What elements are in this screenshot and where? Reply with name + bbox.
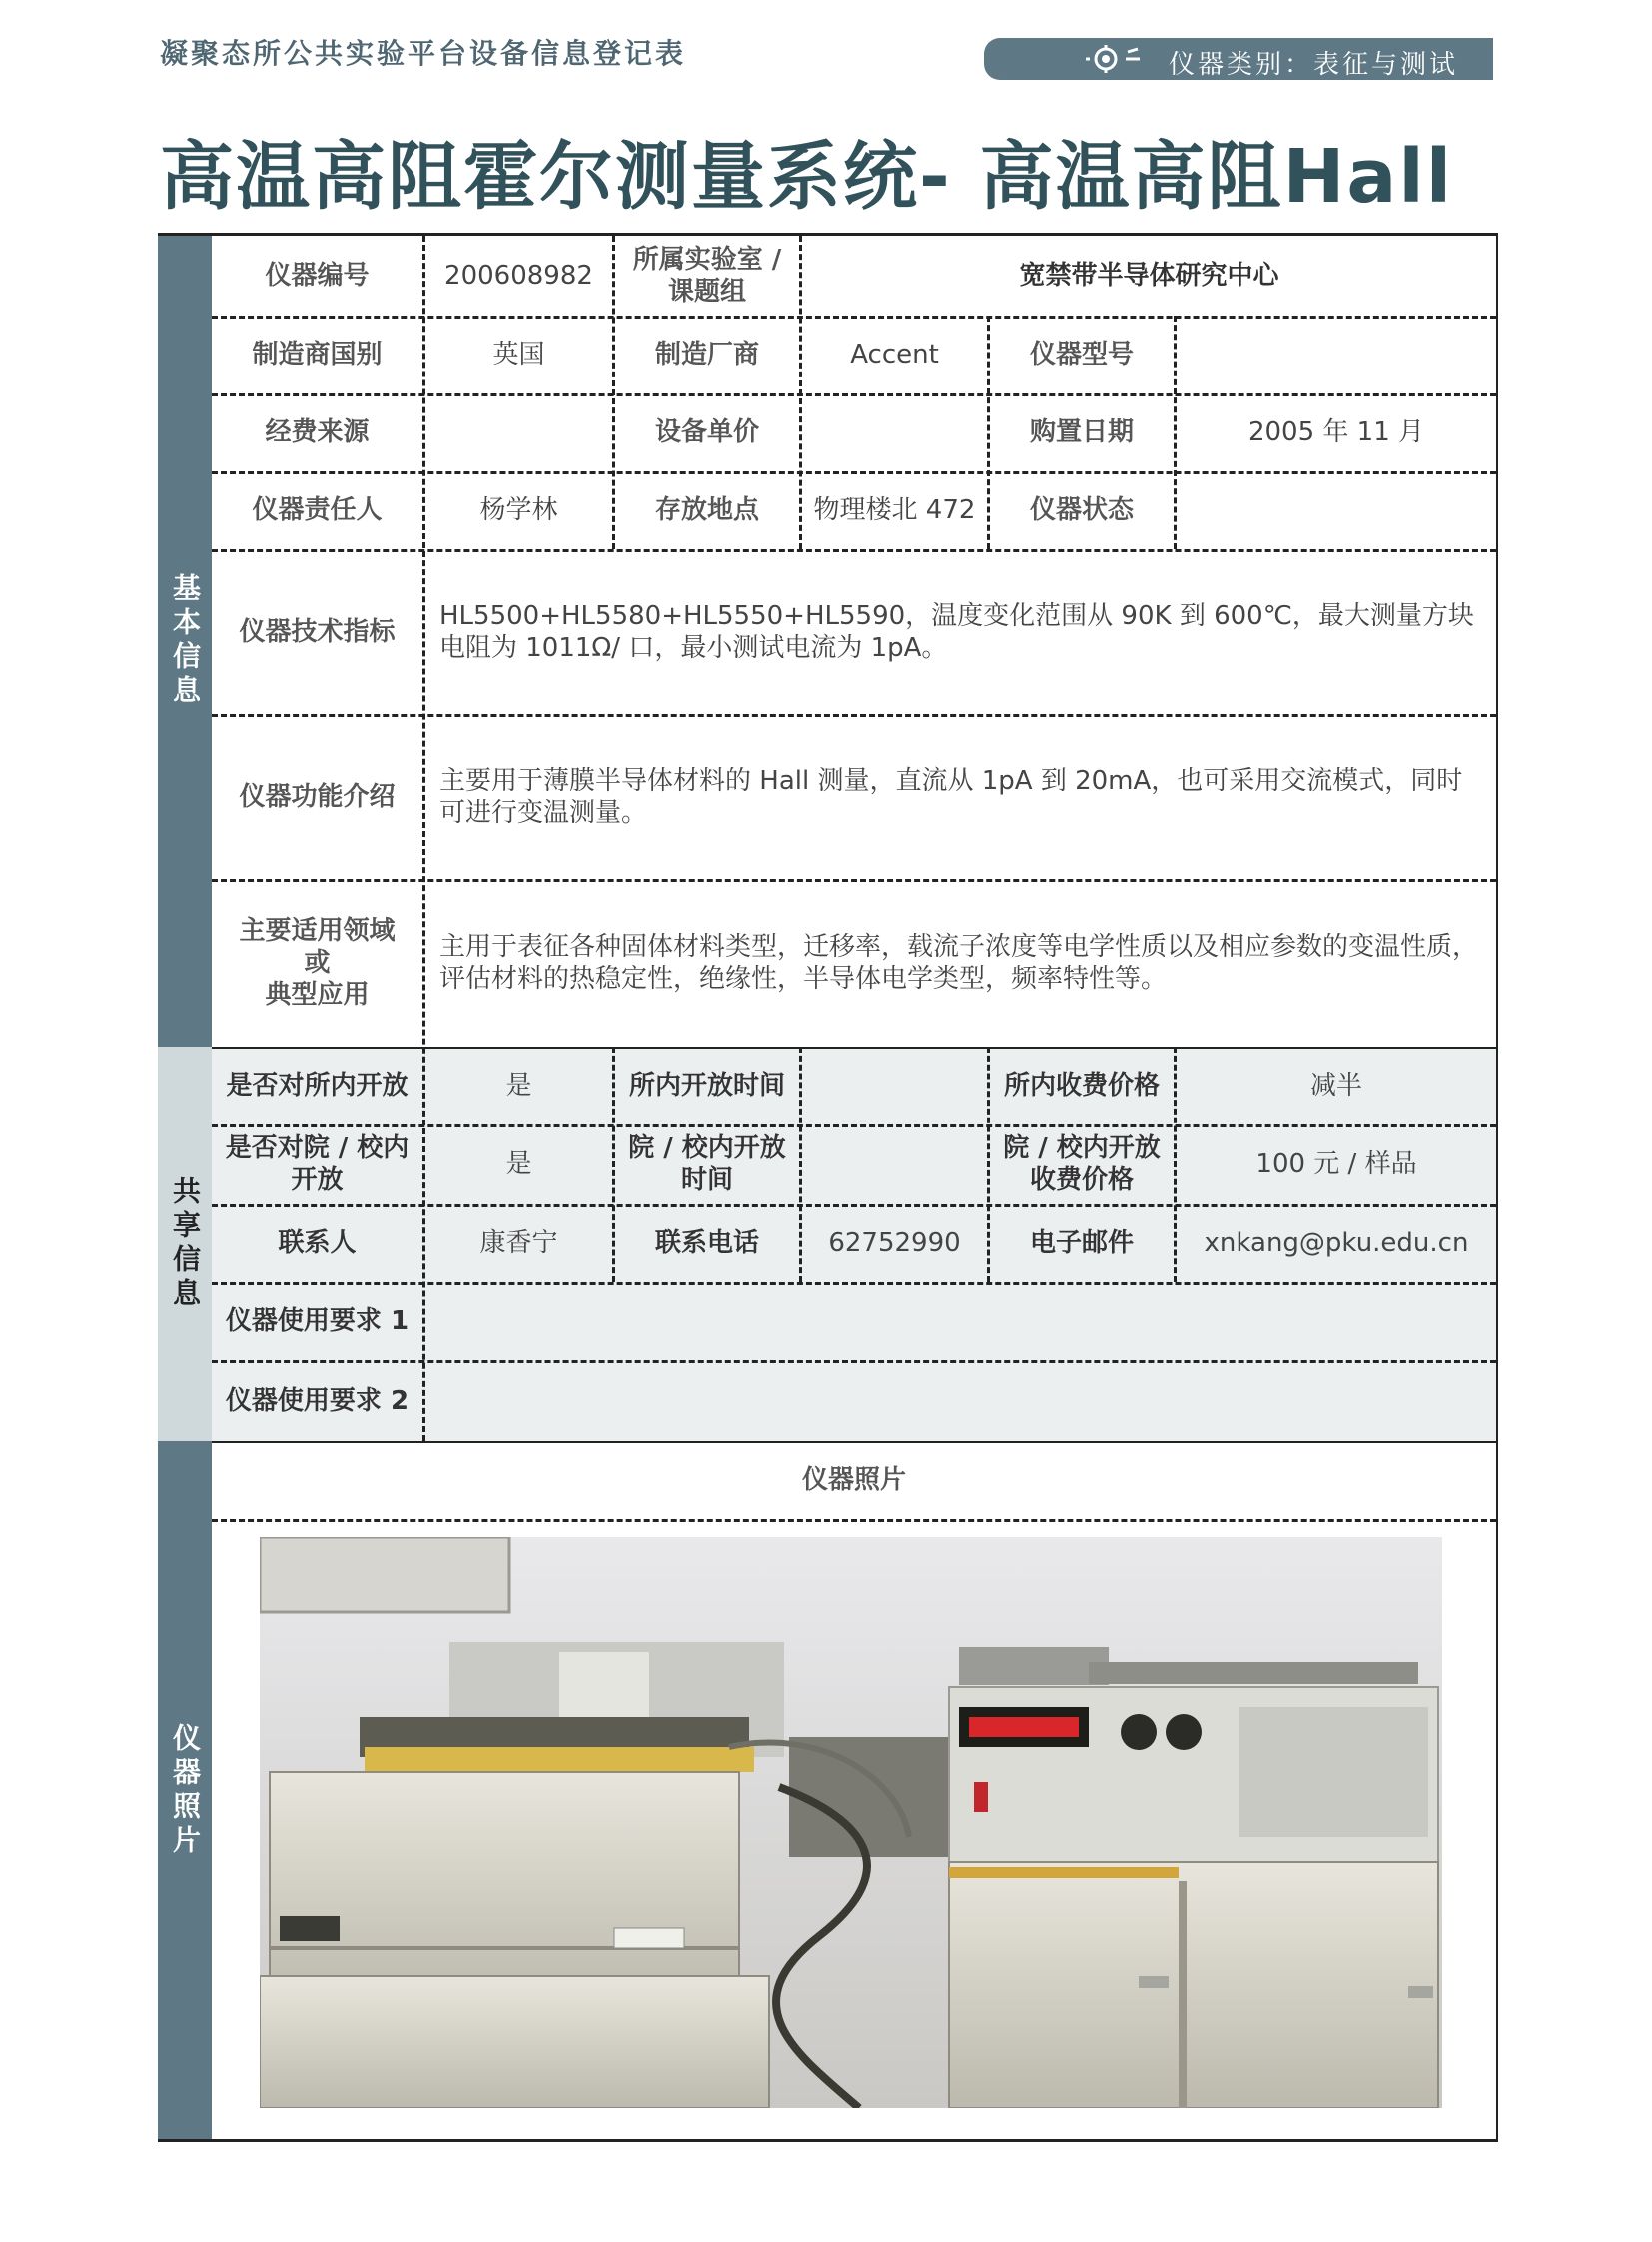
value-usage-req-1 [439, 1282, 1478, 1360]
label-open-internal: 是否对所内开放 [226, 1071, 409, 1101]
value-email[interactable]: xnkang@pku.edu.cn [1204, 1228, 1469, 1258]
label-campus-price: 院 / 校内开放 收费价格 [1003, 1133, 1161, 1195]
label-manufacturer: 制造厂商 [654, 340, 759, 370]
label-funding: 经费来源 [265, 417, 370, 447]
label-responsible: 仪器责任人 [252, 495, 383, 525]
value-tech-spec: HL5500+HL5580+HL5550+HL5590，温度变化范围从 90K 到 600℃，最大测量方块电阻为 1011Ω/ 口，最小测试电流为 1pA。 [439, 600, 1474, 663]
label-usage-req-1: 仪器使用要求 1 [225, 1306, 410, 1336]
label-status: 仪器状态 [1029, 495, 1134, 525]
value-phone: 62752990 [828, 1228, 961, 1258]
instrument-category: 仪器类别：表征与测试 [1169, 50, 1459, 80]
value-purchase-date: 2005 年 11 月 [1247, 417, 1425, 447]
value-function: 主要用于薄膜半导体材料的 Hall 测量，直流从 1pA 到 20mA，也可采用交流模式，同时可进行变温测量。 [439, 765, 1463, 828]
section-label-photo: 仪器照片 [158, 1441, 212, 2139]
section-label-basic: 基本信息 [158, 236, 212, 1047]
label-purchase-date: 购置日期 [1029, 417, 1134, 447]
value-campus-price: 100 元 / 样品 [1255, 1149, 1417, 1179]
label-unit-price: 设备单价 [654, 417, 759, 447]
value-internal-price: 减半 [1309, 1071, 1362, 1101]
value-responsible: 杨学林 [479, 495, 558, 525]
value-unit-price [802, 393, 987, 471]
label-location: 存放地点 [654, 495, 759, 525]
label-email: 电子邮件 [1029, 1228, 1134, 1258]
value-manufacturer-country: 英国 [492, 340, 545, 370]
form-title: 凝聚态所公共实验平台设备信息登记表 [160, 37, 687, 70]
value-model [1177, 316, 1496, 393]
label-model: 仪器型号 [1029, 340, 1134, 370]
photo-heading: 仪器照片 [801, 1465, 906, 1495]
label-internal-hours: 所内开放时间 [628, 1071, 785, 1101]
value-internal-hours [802, 1047, 987, 1124]
label-lab: 所属实验室 / 课题组 [632, 245, 782, 307]
label-tech-spec: 仪器技术指标 [239, 616, 396, 647]
value-campus-hours [802, 1124, 987, 1204]
value-open-campus: 是 [505, 1149, 532, 1179]
instrument-photo [260, 1537, 1442, 2108]
value-funding [425, 393, 612, 471]
label-function: 仪器功能介绍 [239, 781, 396, 812]
label-manufacturer-country: 制造商国别 [252, 340, 383, 370]
value-instrument-id: 200608982 [444, 261, 593, 291]
label-phone: 联系电话 [654, 1228, 759, 1258]
value-contact: 康香宁 [479, 1228, 558, 1258]
value-lab: 宽禁带半导体研究中心 [1019, 261, 1279, 291]
label-instrument-id: 仪器编号 [265, 261, 370, 291]
value-status [1177, 471, 1496, 549]
value-usage-req-2 [439, 1360, 1478, 1441]
label-contact: 联系人 [278, 1228, 357, 1258]
label-internal-price: 所内收费价格 [1003, 1071, 1160, 1101]
registration-sheet [158, 233, 1498, 2142]
value-manufacturer: Accent [850, 340, 939, 370]
value-open-internal: 是 [505, 1071, 532, 1101]
section-label-share: 共享信息 [158, 1047, 212, 1441]
value-application: 主用于表征各种固体材料类型，迁移率，载流子浓度等电学性质以及相应参数的变温性质，评估材料的热稳定性，绝缘性，半导体电学类型，频率特性等。 [439, 932, 1479, 994]
label-campus-hours: 院 / 校内开放 时间 [628, 1133, 786, 1195]
category-bar [984, 38, 1493, 80]
gear-icon [1084, 43, 1142, 75]
label-application: 主要适用领域 或 典型应用 [239, 916, 396, 1010]
page-title: 高温高阻霍尔测量系统- 高温高阻Hall [160, 134, 1454, 220]
label-open-campus: 是否对院 / 校内 开放 [225, 1133, 410, 1195]
value-location: 物理楼北 472 [813, 495, 976, 525]
label-usage-req-2: 仪器使用要求 2 [225, 1385, 410, 1416]
